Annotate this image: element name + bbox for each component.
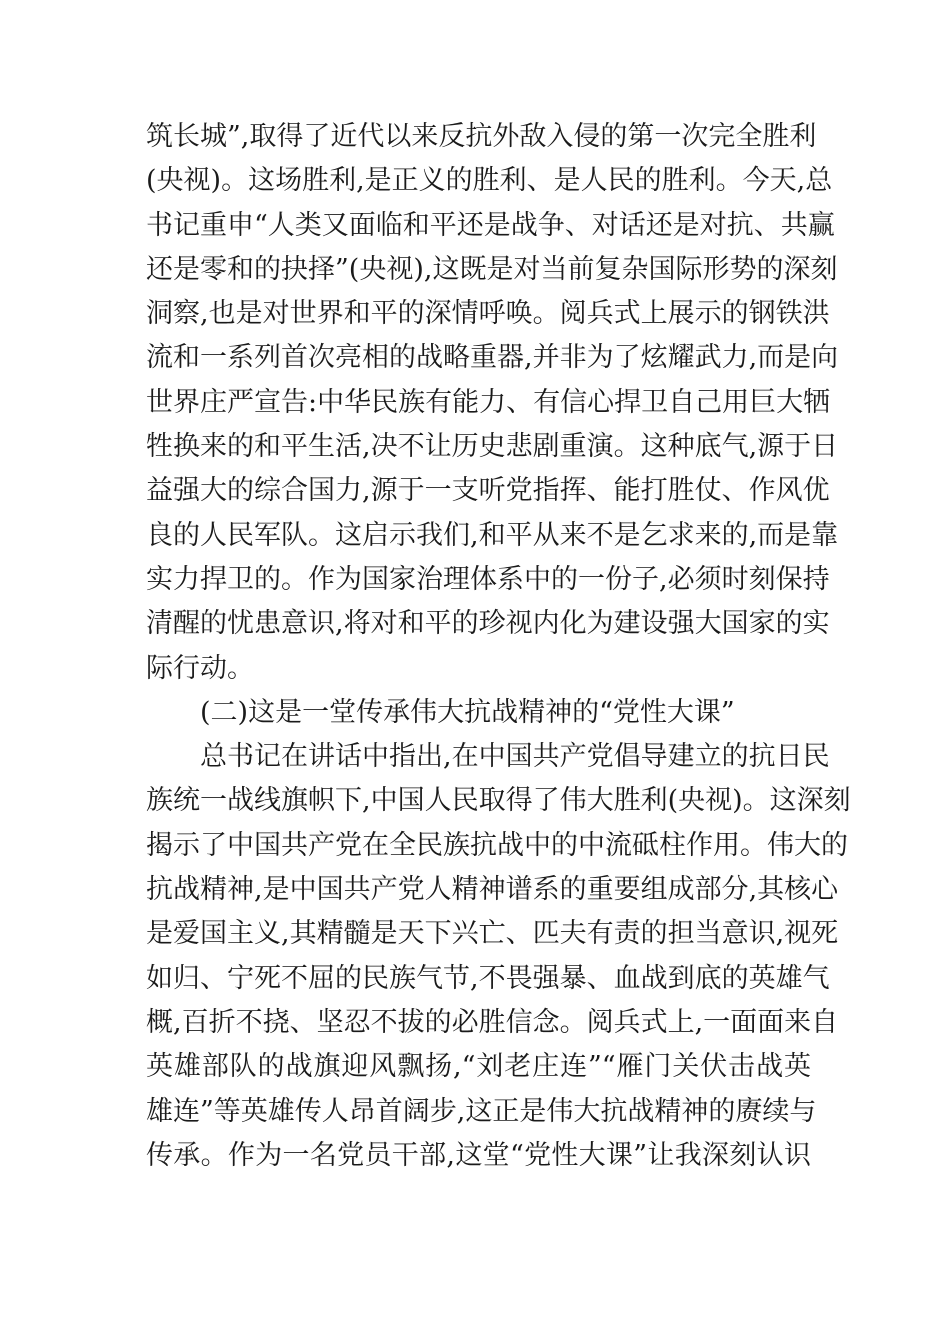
document-body <box>146 115 851 1178</box>
paragraph-line: 概,百折不挠、坚忍不拔的必胜信念。阅兵式上,一面面来自 <box>146 1006 839 1038</box>
paragraph-line: 实力捍卫的。作为国家治理体系中的一份子,必须时刻保持 <box>146 563 830 595</box>
section-heading: (二)这是一堂传承伟大抗战精神的“党性大课” <box>200 696 735 728</box>
paragraph-line: 牲换来的和平生活,决不让历史悲剧重演。这种底气,源于日 <box>146 431 839 463</box>
paragraph-line: 清醒的忧患意识,将对和平的珍视内化为建设强大国家的实 <box>146 608 830 640</box>
paragraph-line: 如归、宁死不屈的民族气节,不畏强暴、血战到底的英雄气 <box>146 962 830 994</box>
paragraph-line: 抗战精神,是中国共产党人精神谱系的重要组成部分,其核心 <box>146 874 839 906</box>
paragraph-line: 良的人民军队。这启示我们,和平从来不是乞求来的,而是靠 <box>146 519 839 551</box>
paragraph-line: 流和一系列首次亮相的战略重器,并非为了炫耀武力,而是向 <box>146 342 839 374</box>
paragraph-line: 总书记在讲话中指出,在中国共产党倡导建立的抗日民 <box>200 741 830 773</box>
paragraph-line: 益强大的综合国力,源于一支听党指挥、能打胜仗、作风优 <box>146 475 830 507</box>
paragraph-line: 世界庄严宣告:中华民族有能力、有信心捍卫自己用巨大牺 <box>146 386 831 418</box>
paragraph-line: 是爱国主义,其精髓是天下兴亡、匹夫有责的担当意识,视死 <box>146 918 839 950</box>
paragraph-line: 筑长城”,取得了近代以来反抗外敌入侵的第一次完全胜利 <box>146 121 817 152</box>
paragraph-line: (央视)。这场胜利,是正义的胜利、是人民的胜利。今天,总 <box>146 165 833 197</box>
paragraph-line: 英雄部队的战旗迎风飘扬,“刘老庄连”“雁门关伏击战英 <box>146 1051 811 1083</box>
paragraph-line: 还是零和的抉择”(央视),这既是对当前复杂国际形势的深刻 <box>146 253 838 285</box>
paragraph-line: 雄连”等英雄传人昂首阔步,这正是伟大抗战精神的赓续与 <box>146 1095 817 1127</box>
paragraph-line: 族统一战线旗帜下,中国人民取得了伟大胜利(央视)。这深刻 <box>146 785 851 817</box>
paragraph-line: 际行动。 <box>146 652 254 684</box>
paragraph-line: 书记重申“人类又面临和平还是战争、对话还是对抗、共赢 <box>146 209 835 241</box>
paragraph-line: 传承。作为一名党员干部,这堂“党性大课”让我深刻认识 <box>146 1139 811 1171</box>
paragraph-line: 洞察,也是对世界和平的深情呼唤。阅兵式上展示的钢铁洪 <box>146 298 830 330</box>
paragraph-line: 揭示了中国共产党在全民族抗战中的中流砥柱作用。伟大的 <box>146 829 848 861</box>
